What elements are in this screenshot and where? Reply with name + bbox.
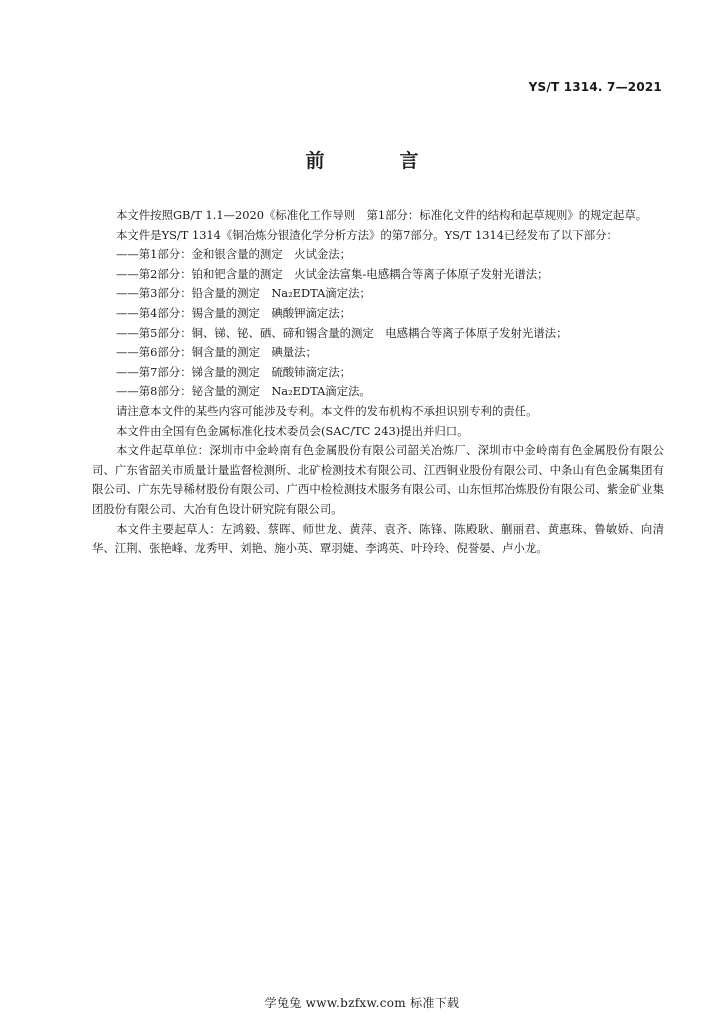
list-item-part-6: ——第6部分：铜含量的测定 碘量法； bbox=[116, 345, 317, 360]
list-item-part-7: ——第7部分：锑含量的测定 硫酸铈滴定法； bbox=[116, 364, 352, 379]
list-item-part-5: ——第5部分：铜、锑、铋、硒、碲和锡含量的测定 电感耦合等离子体原子发射光谱法； bbox=[116, 325, 568, 340]
paragraph-drafters: 本文件主要起草人：左鸿毅、蔡晖、师世龙、黄萍、袁齐、陈锋、陈殿耿、蒯丽君、黄惠珠、鲁敏娇、向清华、江荆、张艳峰、龙秀甲、刘艳、施小英、覃羽婕、李鸿英、叶玲玲、倪誉晏、卢小龙。 bbox=[92, 521, 664, 556]
paragraph-patent-notice: 请注意本文件的某些内容可能涉及专利。本文件的发布机构不承担识别专利的责任。 bbox=[116, 403, 538, 418]
list-item-part-4: ——第4部分：锡含量的测定 碘酸钾滴定法； bbox=[116, 305, 352, 320]
list-item-part-3: ——第3部分：铅含量的测定 Na₂EDTA滴定法； bbox=[116, 286, 371, 301]
foreword-body bbox=[92, 206, 664, 559]
footer-watermark: 学兔兔 www.bzfxw.com 标准下载 bbox=[264, 996, 460, 1010]
paragraph-drafting-units: 本文件起草单位：深圳市中金岭南有色金属股份有限公司韶关冶炼厂、深圳市中金岭南有色金属股份有限公司、广东省韶关市质量计量监督检测所、北矿检测技术有限公司、江西铜业股份有限公司、中条山有色金属集团有限公司、广东先导稀材股份有限公司、广西中检检测技术服务有限公司、山东恒邦冶炼股份有限公司、紫金矿业集团股份有限公司、大冶有色设计研究院有限公司。 bbox=[92, 443, 664, 516]
list-item-part-8: ——第8部分：铋含量的测定 Na₂EDTA滴定法。 bbox=[116, 384, 371, 399]
paragraph-drafting-rules: 本文件按照GB/T 1.1—2020《标准化工作导则 第1部分：标准化文件的结构和起草规则》的规定起草。 bbox=[116, 208, 648, 222]
document-code: YS/T 1314. 7—2021 bbox=[528, 80, 662, 94]
list-item-part-2: ——第2部分：铂和钯含量的测定 火试金法富集-电感耦合等离子体原子发射光谱法； bbox=[116, 266, 549, 281]
list-item-part-1: ——第1部分：金和银含量的测定 火试金法； bbox=[116, 247, 352, 262]
paragraph-committee: 本文件由全国有色金属标准化技术委员会(SAC/TC 243)提出并归口。 bbox=[116, 423, 469, 438]
paragraph-part-intro: 本文件是YS/T 1314《铜冶炼分银渣化学分析方法》的第7部分。YS/T 1314已经发布了以下部分： bbox=[116, 227, 618, 242]
page-title: 前 言 bbox=[305, 150, 447, 172]
